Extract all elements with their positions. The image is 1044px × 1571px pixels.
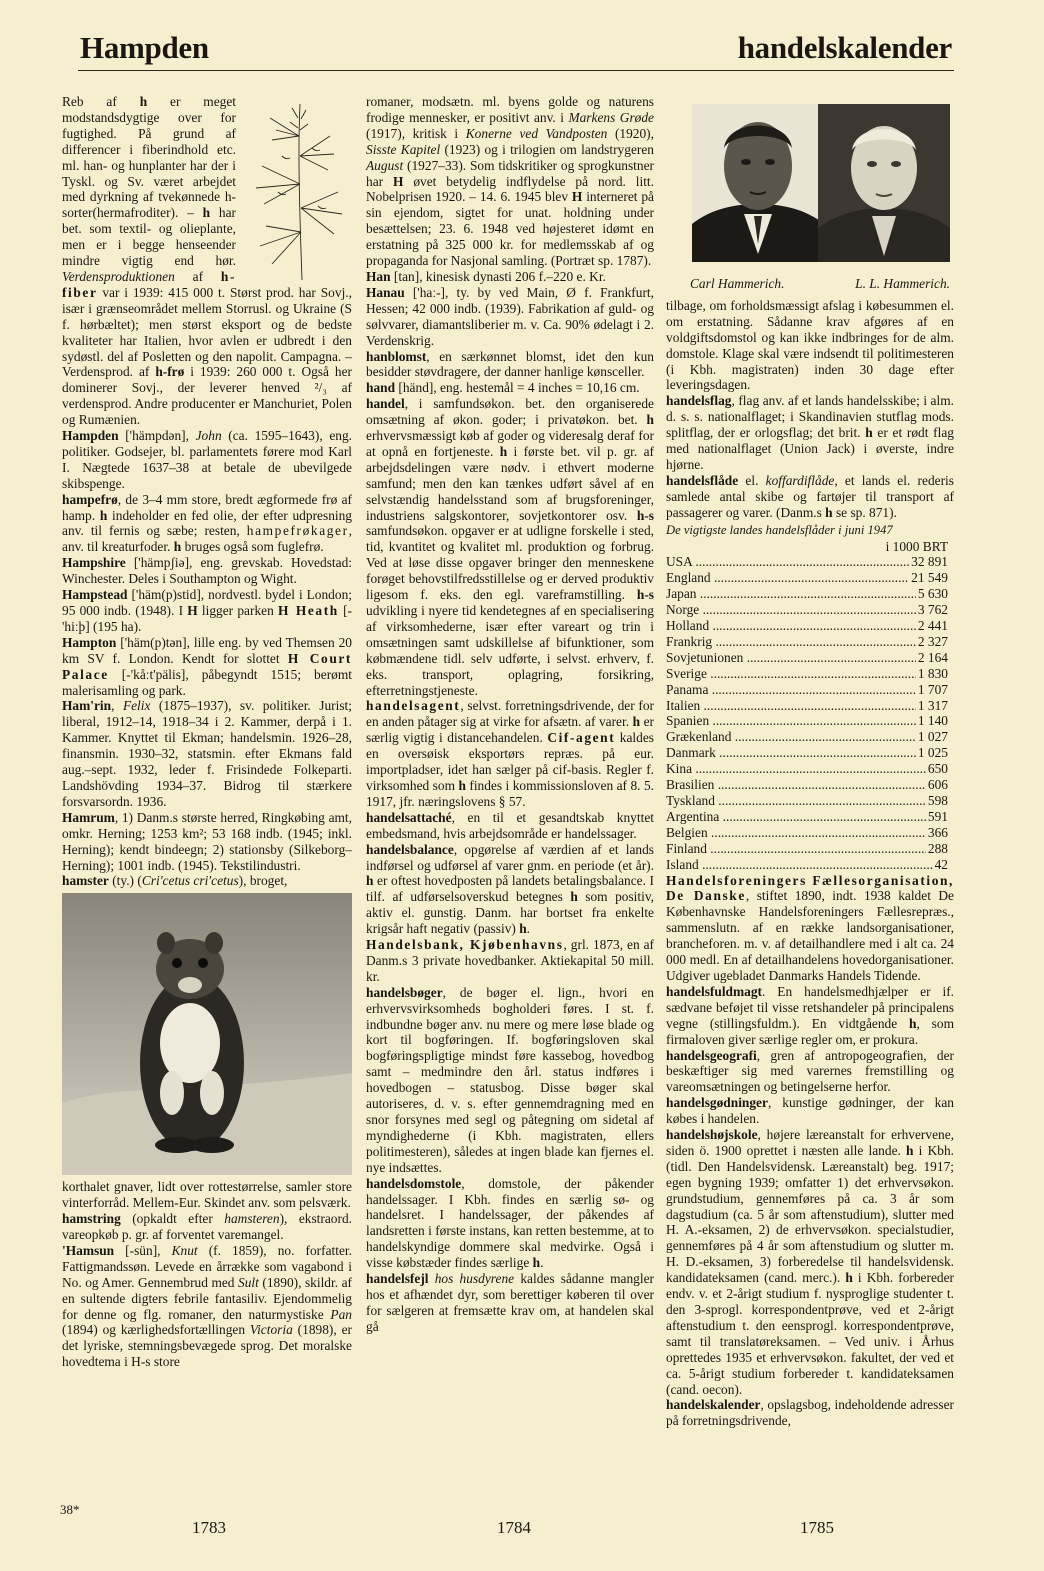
- fleet-table: [666, 523, 954, 873]
- fleet-table-row: [666, 666, 954, 682]
- entry-hampton: Hampton ['häm(p)tən], lille eng. by ved Themsen 20 km SV f. London. Kendt for slottet H Court Palace [-'kåːt'pälis], påbegyndt 1515; berømt malerisamling og park.: [62, 634, 352, 698]
- fleet-country: Brasilien .....: [666, 777, 926, 793]
- fleet-table-row: [666, 586, 954, 602]
- fleet-country: Finland .....: [666, 841, 926, 857]
- portrait-l-l-hammerich: [818, 104, 950, 262]
- fleet-tonnage: 2 441: [917, 618, 948, 634]
- portrait-carl-hammerich: [692, 104, 824, 262]
- entry-hamrin: Ham'rin, Felix (1875–1937), sv. politiker. Jurist; liberal, 1912–14, 1918–34 i 2. Kammer, derpå i 1. Kammer. Knyttet til Ekman; handelsmin. 1926–28, finansmin. 1930–32, statsmin. efter Ekmans fald aug.–sept. 1932, leder f. Frisindede Folkeparti. Landshövding 1934–37. Bidrog til stærkere forsvarsordn. 1936.: [62, 698, 352, 809]
- signature-mark: 38*: [60, 1502, 80, 1517]
- fleet-table-row: [666, 841, 954, 857]
- entry-handelsboger: handelsbøger, de bøger el. lign., hvori en erhvervsvirksomheds bogholderi føres. I st. f. indbundne bøger anv. nu mere og mere løse blade og kort til bogføringen. If. bogføringsloven skal bogføringspligtige mindst føre kassebog, hovedbog samt – medmindre den årl. status indføres i hovedbogen – statusbog. Disse bøger skal autoriseres, d. v. s. efter gennemdragning med en snor forsynes med segl og påtegning om sidetal af myndighederne (i Kbh. magistraten, ellers politimesteren), således at ingen blade kan fjernes el. nye indsættes.: [366, 984, 654, 1175]
- fleet-country: Sovjetunionen .....: [666, 650, 916, 666]
- fleet-tonnage: 2 327: [917, 633, 948, 649]
- entry-hampefro: hampefrø, de 3–4 mm store, bredt ægformede frø af hamp. h indeholder en fed olie, der efter udpresning anv. til fernis og sæbe; resten, hampefrøkager, anv. til kreaturfoder. h bruges også som fuglefrø.: [62, 491, 352, 555]
- hemp-plant-illustration: [242, 96, 352, 282]
- fleet-tonnage: 598: [927, 793, 948, 808]
- fleet-table-row: [666, 618, 954, 634]
- fleet-table-row: [666, 682, 954, 698]
- fleet-country: England .....: [666, 570, 909, 586]
- hemp-text: Reb af h er meget modstandsdygtige over for fugtighed. På grund af differencer i fiberindhold etc. ml. han- og hunplanter har der i Tyskl. og Sv. været arbejdet med dyrkning af tvekønnede h-sorter(hermafroditer). – h har bet. som textil- og olieplante, men er i begge henseender mindre vigtig end hør. Verdensproduktionen af h-fiber var i 1939: 415 000 t. Størst prod. har Sovj., især i grænseområdet mellem Storrusl. og Ukraine (S f. hørbæltet); men størst eksport og de bedste kvaliteter har Italien, hvor avlen er udbredt i den sydøstl. del af Posletten og den napolit. Campagna. – Verdensprod. af h-frø i 1939: 260 000 t. Også her dominerer Sovj., der leverer henved ²/₃ af verdensprod. Andre producenter er Manchuriet, Polen og Rumænien.: [62, 94, 352, 428]
- fleet-tonnage: 3 762: [917, 602, 948, 618]
- fleet-country: Spanien .....: [666, 713, 916, 729]
- fleet-table-row: [666, 713, 954, 729]
- entry-handelsgeografi: handelsgeografi, gren af antropogeografien, der beskæftiger sig med varernes fremstilling og vareomsætningen og betingelserne herfor.: [666, 1047, 954, 1095]
- fleet-table-row: [666, 857, 954, 873]
- running-head-right: handelskalender: [737, 30, 952, 65]
- fleet-tonnage: 21 549: [911, 570, 948, 586]
- fleet-country: Island .....: [666, 857, 933, 873]
- fleet-tonnage: 5 630: [917, 586, 948, 602]
- fleet-country: Grækenland .....: [666, 729, 916, 745]
- fleet-table-row: [666, 793, 954, 809]
- fleet-table-row: [666, 554, 954, 570]
- entry-handelsbalance: handelsbalance, opgørelse af værdien af et lands indførsel og udførsel af varer gnm. en periode (et år). h er oftest hovedposten på landets betalingsbalance. I tilf. af udførselsoverskud betegnes h som positiv, aktiv el. gunstig. Danm. har bortset fra enkelte krigsår haft negativ (passiv) h.: [366, 841, 654, 937]
- entry-handelshojskole: handelshøjskole, højere læreanstalt for erhvervene, siden ö. 1900 oprettet i næsten alle lande. h i Kbh. (tidl. Den Handelsvidensk. Læreanstalt) beg. 1917; egen bygning 1939; omfatter 1) det erhvervsøkon. grundstudium, gennemføres på ca. 3 år som dagstudium (ca. 5 år som aftenstudium), slutter med H. A.-eksamen, 2) de erhvervsøkon. specialstudier, gennemføres på 4 år som aftenstudium og slutter m. H. D.-eksamen, 3) forberedelse til handelsvidensk. kandidateksamen (cand. merc.). h i Kbh. forbereder endv. v. et 2-årigt studium f. nysproglige studenter t. den 3-sprogl. korrespondentprøve, ved et 2-årigt aftenstudium t. den eensprogl. korrespondentprøve, samt til translatøreksamen. – Ved univ. i Århus oprettedes 1935 et erhvervsøkon. fakultet, der ved et ca. 5-årigt studium forbereder t. kandidateksamen (cand. oecon).: [666, 1127, 954, 1397]
- fleet-country: Belgien .....: [666, 825, 926, 841]
- entry-han: Han [tan], kinesisk dynasti 206 f.–220 e. Kr.: [366, 268, 606, 284]
- entry-hemp-continuation: [62, 94, 352, 428]
- fleet-tonnage: 591: [927, 808, 948, 824]
- fleet-country: Frankrig .....: [666, 634, 916, 650]
- fleet-tonnage: 32 891: [911, 554, 948, 570]
- entry-hamrum: Hamrum, 1) Danm.s største herred, Ringkøbing amt, omkr. Herning; 1253 km²; 53 168 indb. (1945; inkl. Herning); kendt bindeegn; 2) stationsby (Silkeborg–Herning); 1001 indb. (1945). Tekstilindustri.: [62, 809, 352, 873]
- hamster-photo: [62, 893, 352, 1175]
- fleet-tonnage: 366: [927, 824, 948, 840]
- caption-l-l-hammerich: L. L. Hammerich.: [855, 276, 950, 291]
- hamster-description: korthalet gnaver, lidt over rottestørrelse, samler store vinterforråd. Mellem-Eur. Skindet anv. som pelsværk.: [62, 1179, 352, 1211]
- entry-handelsattache: handelsattaché, en til et gesandtskab knyttet embedsmand, hvis arbejdsområde er handelssager.: [366, 809, 654, 841]
- entry-hamstring: hamstring (opkaldt efter hamsteren), ekstraord. vareopkøb p. gr. af forventet varemangel.: [62, 1211, 353, 1243]
- entry-handelsbank: Handelsbank, Kjøbenhavns, grl. 1873, en af Danm.s 3 private hovedbanker. Aktiekapital 50 mill. kr.: [366, 937, 654, 984]
- fleet-table-row: [666, 698, 954, 714]
- entry-handelsfejl: handelsfejl hos husdyrene kaldes sådanne mangler hos et afhændet dyr, som berettiger køberen til over for sælgeren at fremsætte krav om, at handelen skal gå: [366, 1271, 654, 1334]
- column-1783: [62, 94, 352, 1370]
- column-1784: [366, 94, 654, 1335]
- entry-handelsagent: handelsagent, selvst. forretningsdrivende, der for en anden påtager sig at virke for afsætn. af varer. h er særlig vigtig i distancehandelen. Cif-agent kaldes en oversøisk eksportørs repræs. på eur. importpladser, idet han sælger på cif-basis. Regler f. virksomhed som h findes i kommissionsloven af 8. 5. 1917, jfr. næringslovens § 57.: [366, 698, 654, 809]
- entry-hampstead: Hampstead ['häm(p)stid], nordvestl. bydel i London; 95 000 indb. (1948). I H ligger parken H Heath [-'hiːþ] (195 ha).: [62, 587, 352, 634]
- fleet-tonnage: 606: [927, 777, 948, 793]
- fleet-tonnage: 1 830: [917, 665, 948, 681]
- fleet-country: Kina .....: [666, 761, 926, 777]
- fleet-country: Panama .....: [666, 682, 916, 698]
- entry-handelsflag: handelsflag, flag anv. af et lands handelsskibe; i alm. d. s. s. nationalflaget; i Skandinavien stutflag mods. splitflag, der er orlogsflag; det brit. h er et rødt flag med nationalflaget (Union Jack) i øverste, indre hjørne.: [666, 393, 954, 472]
- header-rule: [78, 70, 954, 71]
- fleet-tonnage: 1 317: [917, 697, 948, 713]
- entry-hamster: hamster (ty.) (Cri'cetus cri'cetus), broget,: [62, 873, 288, 889]
- entry-handel: handel, i samfundsøkon. bet. den organiserede omsætning af økon. goder; i privatøkon. bet. h erhvervsmæssigt køb af goder og videresalg deraf for at opnå en fortjeneste. h i første bet. vil p. gr. af arbejdsdelingen være nødv. i ethvert moderne samfund; men den kan tænkes udført såvel af en selvstændig handelsstand som af brugsforeninger, industriens salgskontorer, sovjetkontorer osv. h-s samfundsøkon. opgaver er at udligne forskelle i sted, tid, kvantitet og kvalitet ml. produktion og forbrug. Ved at løse disse opgaver bringer den menneskene forøget behovstilfredsstillelse og er derved produktiv ligesom f. eks. den egl. vareframstilling. h-s udvikling i nyere tid kendetegnes af en specialisering af virksomhederne, især efter vareart og trin i omsætningen samt udskillelse af bifunktioner, som købmændene tidl. selv udførte, i selvst. erhverv, f. eks. transport, oplagring, forsikring, efterretningstjeneste.: [366, 396, 654, 698]
- fleet-tonnage: 1 140: [917, 713, 948, 729]
- entry-handelsfuldmagt: handelsfuldmagt. En handelsmedhjælper er if. sædvane beføjet til visse retshandeler på principalens vegne (stillingsfuldm.). En vidtgående h, som firmaloven giver særlige regler om, er prokura.: [666, 983, 954, 1047]
- entry-hampshire: Hampshire ['hämpʃiə], eng. grevskab. Hovedstad: Winchester. Deles i Southampton og Wight.: [62, 555, 352, 587]
- entry-handelsforeninger: Handelsforeningers Fællesorganisation, De Danske, stiftet 1890, indt. 1938 kaldet De Københavnske Handelsforeningers Fællesrepræs., sammenslutn. af en række landsorganisationer, brancheforen. m. v. af detailhandlere med i alt ca. 24 000 medl. En af detailhandelens hovedorganisationer. Udgiver ugebladet Danmarks Handels Tidende.: [666, 872, 954, 983]
- fleet-tonnage: 288: [927, 840, 948, 856]
- entry-handelsgodninger: handelsgødninger, kunstige gødninger, der kan købes i handelen.: [666, 1095, 954, 1127]
- fleet-tonnage: 2 164: [917, 649, 948, 665]
- fleet-table-row: [666, 602, 954, 618]
- fleet-country: Danmark .....: [666, 745, 916, 761]
- column-number-right: 1785: [800, 1518, 834, 1537]
- fleet-table-row: [666, 745, 954, 761]
- column-number-middle: 1784: [497, 1518, 531, 1537]
- entry-hand: hand [händ], eng. hestemål = 4 inches = 10,16 cm.: [366, 380, 640, 396]
- fleet-table-row: [666, 570, 954, 586]
- fleet-country: Japan .....: [666, 586, 916, 602]
- column-number-left: 1783: [192, 1518, 226, 1537]
- fleet-table-row: [666, 729, 954, 745]
- fleet-table-title: De vigtigste landes handelsflåder i juni 1947: [666, 522, 893, 537]
- entry-hamsun: 'Hamsun [-sün], Knut (f. 1859), no. forfatter. Fattigmandssøn. Levede en årrække som vagabond i No. og Amer. Gennembrud med Sult (1890), skildr. af en sultende digters febrile fantasiliv. Ejendommelig for denne og flg. romaner, den naturmystiske Pan (1894) og kærlighedsfortællingen Victoria (1898), er det lyriske, stemningsbevægede sprog. Det moralske hovedtema i H-s store: [62, 1242, 352, 1370]
- fleet-country: Holland .....: [666, 618, 916, 634]
- entry-hamsun-continued: romaner, modsætn. ml. byens golde og naturens frodige mennesker, er positivt anv. i Markens Grøde (1917), kritisk i Konerne ved Vandposten (1920), Sisste Kapitel (1923) og i trilogien om landstrygeren August (1927–33). Som tidskritiker og sprogkunstner har H øvet betydelig indflydelse på nord. litt. Nobelprisen 1920. – 14. 6. 1945 blev H interneret på sin ejendom, sigtet for unat. holdning under besættelsen; 23. 6. 1948 ved højesteret idømt en erstatning på 325 000 kr. for medlemsskab af og propaganda for Nasjonal samling. (Portræt sp. 1787).: [366, 94, 655, 269]
- fleet-country: Norge .....: [666, 602, 916, 618]
- entry-handelskalender: handelskalender, opslagsbog, indeholdende adresser på forretningsdrivende,: [666, 1397, 954, 1429]
- fleet-table-row: [666, 777, 954, 793]
- portrait-pair: [666, 94, 954, 280]
- column-1785: [666, 94, 954, 1429]
- fleet-country: Tyskland .....: [666, 793, 926, 809]
- fleet-tonnage: 1 707: [917, 681, 948, 697]
- entry-hanau: Hanau ['haː-], ty. by ved Main, Ø f. Frankfurt, Hessen; 42 000 indb. (1939). Fabrikation af guld- og sølvvarer, diamantsliberier m. v. Ca. 90% ødelagt i 2. Verdenskrig.: [366, 284, 654, 348]
- caption-carl-hammerich: Carl Hammerich.: [690, 276, 785, 291]
- fleet-table-row: [666, 761, 954, 777]
- fleet-country: Sverige .....: [666, 666, 916, 682]
- fleet-tonnage: 1 027: [917, 729, 948, 745]
- fleet-table-row: [666, 650, 954, 666]
- entry-hanblomst: hanblomst, en særkønnet blomst, idet den kun besidder støvdragere, der danner hanlige kønsceller.: [366, 348, 654, 380]
- fleet-tonnage: 650: [927, 761, 948, 777]
- fleet-table-row: [666, 809, 954, 825]
- entry-handelsfejl-continued: tilbage, om forholdsmæssigt afslag i købesummen el. om erstatning. Sådanne krav afgøres af en voldgiftsdomstol og kan ikke indbringes for de alm. domstole. Klage skal være indsendt til politimesteren (i Kbh. magistraten) inden 30 dage efter leveringsdagen.: [666, 297, 954, 393]
- fleet-table-row: [666, 825, 954, 841]
- entry-handelsflade: handelsflåde el. koffardiflåde, et lands el. rederis samlede antal skibe og fartøjer til transport af passagerer og varer. (Danm.s h se sp. 871).: [666, 472, 954, 520]
- entry-handelsdomstole: handelsdomstole, domstole, der påkender handelssager. I Kbh. findes en særlig sø- og handelsret. I handelssager, der påkendes af landsretten i første instans, kan retten bestemme, at to handelskyndige dommere skal medvirke. Også i visse købstæder findes særlige h.: [366, 1175, 654, 1271]
- fleet-country: Argentina .....: [666, 809, 926, 825]
- fleet-table-unit: i 1000 BRT: [885, 538, 948, 554]
- fleet-tonnage: 42: [934, 856, 948, 872]
- fleet-table-rows: [666, 554, 954, 872]
- fleet-table-row: [666, 634, 954, 650]
- fleet-country: Italien .....: [666, 698, 916, 714]
- entry-hampden: Hampden ['hämpdən], John (ca. 1595–1643), eng. politiker. Godsejer, bl. parlamentets førere mod Karl I. Nægtede 1637–38 at betale de ubevilgede skibspenge.: [62, 428, 352, 491]
- running-head-left: Hampden: [80, 30, 209, 65]
- fleet-tonnage: 1 025: [917, 745, 948, 761]
- fleet-country: USA .....: [666, 554, 909, 570]
